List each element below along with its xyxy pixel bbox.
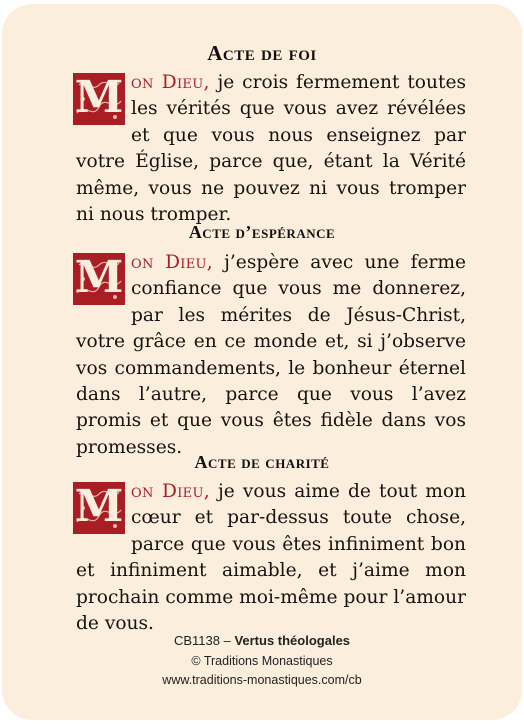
dropcap-charite bbox=[73, 482, 125, 534]
dropcap-letter: M bbox=[74, 73, 124, 123]
prayer-body: je vous aime de tout mon cœur et par-dessus toute chose, parce que vous êtes infiniment bon et infiniment aimable, et j’aime mon prochain comme moi-même pour l’amour de vous. bbox=[76, 481, 466, 635]
footer-website-link[interactable]: www.traditions-monastiques.com/cb bbox=[162, 673, 362, 687]
footer-copyright: © Traditions Monastiques bbox=[191, 654, 333, 668]
prayer-body: j’espère avec une ferme confiance que vous me donnerez, par les mérites de Jésus-Christ, votre grâce en ce monde et, si j’observe vos commandements, le bonheur éternel dans l’autre, parce que vous l’avez promis et que vous êtes fidèle dans vos promesses. bbox=[76, 252, 466, 458]
prayer-text-esperance bbox=[76, 250, 466, 461]
dropcap-foi bbox=[73, 73, 125, 125]
dropcap-letter: M bbox=[74, 253, 124, 303]
title-acte-de-foi: Acte de foi bbox=[207, 41, 317, 65]
prayer-text-foi bbox=[76, 70, 466, 228]
footer-product-line bbox=[2, 633, 522, 648]
product-name: Vertus théologales bbox=[234, 633, 351, 648]
lead-words: on Dieu, bbox=[131, 252, 213, 273]
title-acte-de-charite: Acte de charité bbox=[194, 452, 330, 472]
prayer-body: je crois fermement toutes les vérités que vous avez révélées et que vous nous enseignez par votre Église, parce que, étant la Vérité même, vous ne pouvez ni vous tromper ni nous tromper. bbox=[76, 72, 466, 226]
title-acte-d-esperance: Acte d’espérance bbox=[188, 222, 336, 242]
prayer-card bbox=[2, 4, 522, 720]
product-code: CB1138 – bbox=[173, 633, 231, 648]
lead-words: on Dieu, bbox=[131, 72, 210, 93]
lead-words: on Dieu, bbox=[131, 481, 210, 502]
dropcap-esperance bbox=[73, 253, 125, 305]
prayer-text-charite bbox=[76, 479, 466, 637]
dropcap-letter: M bbox=[74, 482, 124, 532]
